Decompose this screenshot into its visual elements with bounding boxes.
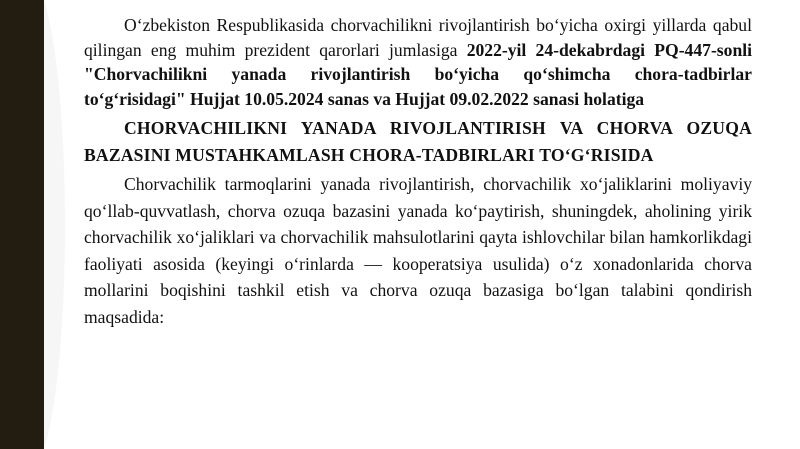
document-text xyxy=(84,13,752,330)
intro-paragraph xyxy=(84,13,752,111)
intro-text: O‘zbekiston Respublikasida chorvachilikni rivojlantirish bo‘yicha oxirgi yillarda qabul qilingan eng muhim prezident qarorlari jumlasiga xyxy=(84,15,752,60)
decree-title: CHORVACHILIKNI YANADA RIVOJLANTIRISH VA CHORVA OZUQA BAZASINI MUSTAHKAMLASH CHORA-TADBIRLARI TO‘G‘RISIDA xyxy=(84,118,752,165)
body-paragraph: Chorvachilik tarmoqlarini yanada rivojlantirish, chorvachilik xo‘jaliklarini moliyaviy qo‘llab-quvvatlash, chorva ozuqa bazasini yanada ko‘paytirish, shuningdek, aholining yirik chorvachilik xo‘jaliklari va chorvachilik mahsulotlarini qayta ishlovchilar bilan hamkorlikdagi faoliyati asosida (keyingi o‘rinlarda — kooperatsiya usulida) o‘z xonadonlarida chorva mollarini boqishini tashkil etish va chorva ozuqa bazasiga bo‘lgan talabini qondirish maqsadida: xyxy=(84,174,752,327)
intro-decree-reference: 2022-yil 24-dekabrdagi PQ-447-sonli "Chorvachilikni yanada rivojlantirish bo‘yicha qo‘shimcha chora-tadbirlar to‘g‘risidagi" Hujjat 10.05.2024 sanas va Hujjat 09.02.2022 sanasi holatiga xyxy=(84,39,753,109)
